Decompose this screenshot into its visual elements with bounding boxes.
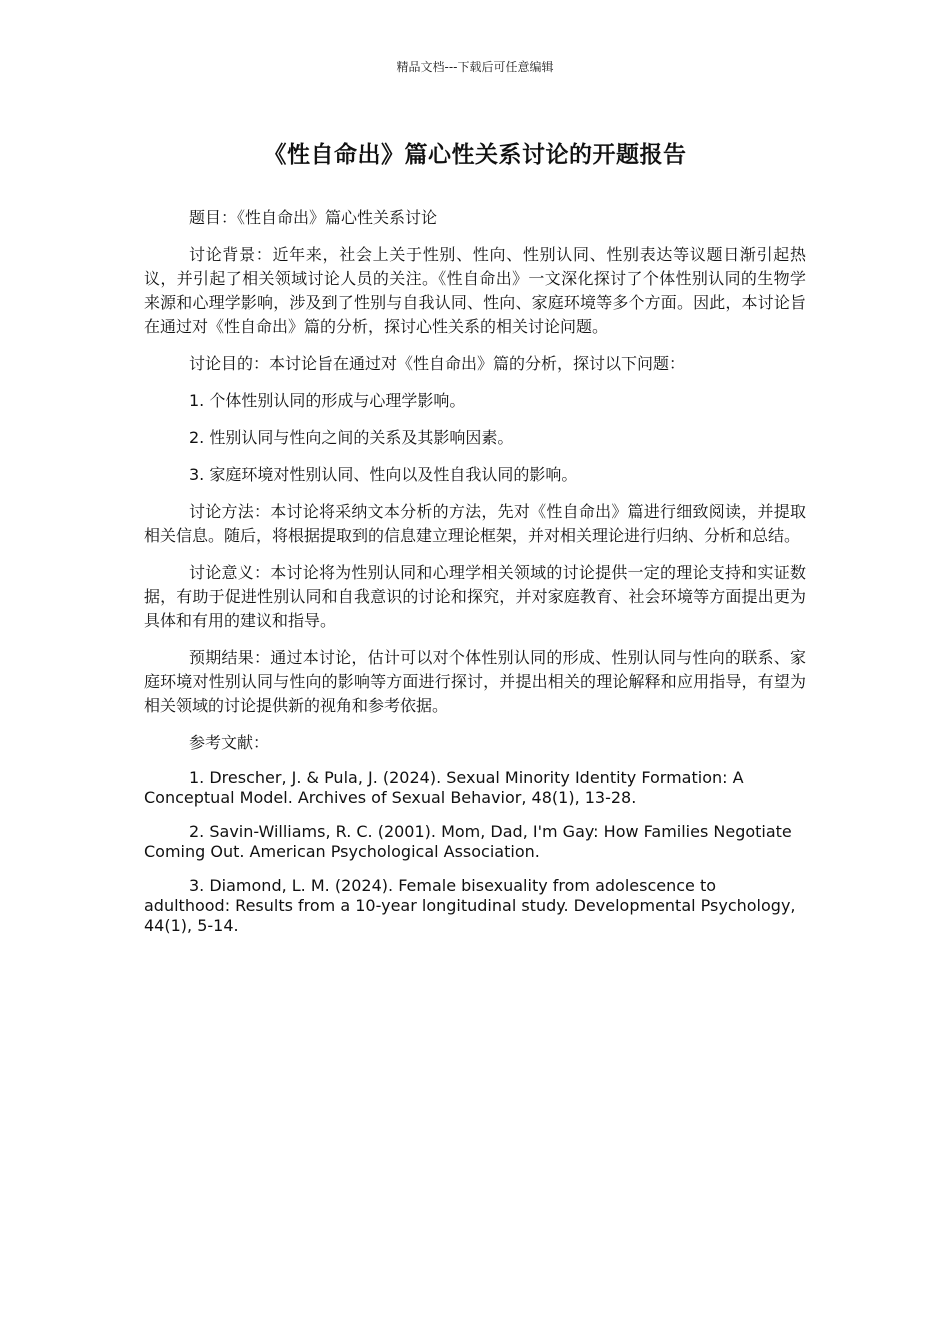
topic-paragraph: 题目：《性自命出》篇心性关系讨论: [189, 208, 438, 227]
background-paragraph: 讨论背景：近年来，社会上关于性别、性向、性别认同、性别表达等议题日渐引起热议，并引起了相关领域讨论人员的关注。《性自命出》一文深化探讨了个体性别认同的生物学来源和心理学影响，涉及到了性别与自我认同、性向、家庭环境等多个方面。因此，本讨论旨在通过对《性自命出》篇的分析，探讨心性关系的相关讨论问题。: [144, 245, 806, 336]
expected-results-paragraph: 预期结果：通过本讨论，估计可以对个体性别认同的形成、性别认同与性向的联系、家庭环境对性别认同与性向的影响等方面进行探讨，并提出相关的理论解释和应用指导，有望为相关领域的讨论提供新的视角和参考依据。: [144, 648, 806, 715]
question-item: 1. 个体性别认同的形成与心理学影响。: [189, 391, 466, 410]
method-paragraph: 讨论方法：本讨论将采纳文本分析的方法，先对《性自命出》篇进行细致阅读，并提取相关信息。随后，将根据提取到的信息建立理论框架，并对相关理论进行归纳、分析和总结。: [144, 502, 806, 545]
question-item: 3. 家庭环境对性别认同、性向以及性自我认同的影响。: [189, 465, 578, 484]
document-body: [144, 206, 806, 950]
purpose-paragraph: 讨论目的：本讨论旨在通过对《性自命出》篇的分析，探讨以下问题：: [189, 354, 686, 373]
reference-item: 2. Savin-Williams, R. C. (2001). Mom, Dad, I'm Gay: How Families Negotiate Coming Out. American Psychological Association.: [144, 822, 792, 861]
references-heading: 参考文献：: [189, 733, 270, 752]
significance-paragraph: 讨论意义：本讨论将为性别认同和心理学相关领域的讨论提供一定的理论支持和实证数据，有助于促进性别认同和自我意识的讨论和探究，并对家庭教育、社会环境等方面提出更为具体和有用的建议和指导。: [144, 563, 806, 630]
document-title: 《性自命出》篇心性关系讨论的开题报告: [263, 142, 687, 168]
reference-item: 1. Drescher, J. & Pula, J. (2024). Sexual Minority Identity Formation: A Conceptual Model. Archives of Sexual Behavior, 48(1), 13-28.: [144, 768, 744, 807]
page-header: 精品文档---下载后可任意编辑: [396, 60, 554, 74]
question-item: 2. 性别认同与性向之间的关系及其影响因素。: [189, 428, 514, 447]
reference-item: 3. Diamond, L. M. (2024). Female bisexuality from adolescence to adulthood: Results from a 10-year longitudinal study. Developmental Psychology, 44(1), 5-14.: [144, 876, 796, 935]
